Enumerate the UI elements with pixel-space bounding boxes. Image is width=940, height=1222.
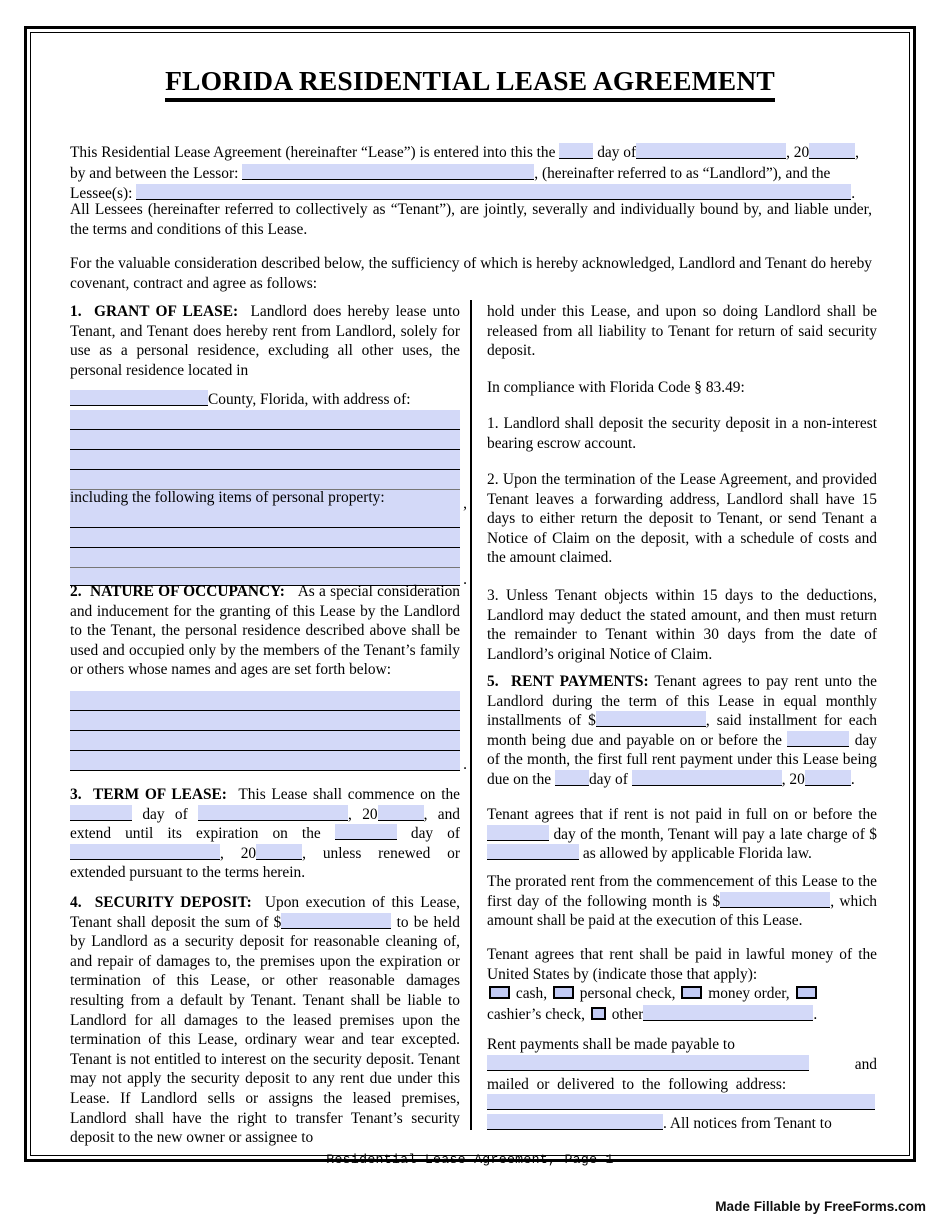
florida-code-item-3: 3. Unless Tenant objects within 15 days to the deductions, Landlord may deduct the stated amount, and then must return the remainder to Tenant within 30 days from the date of Landlord’s original Notice of Claim. bbox=[487, 587, 877, 663]
property-line-1[interactable] bbox=[70, 508, 460, 528]
section-3-tail: , unless renewed or extended pursuant to the terms herein. bbox=[70, 844, 460, 882]
mailing-address-line-2-row bbox=[487, 1114, 877, 1134]
late-charge-paragraph bbox=[487, 805, 877, 864]
rent-payable-line bbox=[487, 1035, 877, 1055]
monthly-rent-amount-field[interactable] bbox=[596, 711, 706, 727]
page-title bbox=[60, 66, 880, 96]
section-4-number: 4. bbox=[70, 894, 82, 911]
intro-line1-dayof: day of bbox=[597, 144, 637, 161]
section-1-county-label: County, Florida, with address of: bbox=[208, 391, 411, 408]
payment-option-other-label: other bbox=[611, 1006, 644, 1023]
address-line-1[interactable] bbox=[70, 410, 460, 430]
intro-landlord-note: , (hereinafter referred to as “Landlord”), and the bbox=[534, 164, 831, 182]
occupant-line-2[interactable] bbox=[70, 711, 460, 731]
florida-code-intro: In compliance with Florida Code § 83.49: bbox=[487, 379, 745, 396]
payment-option-cashiers-check-label: cashier’s check, bbox=[487, 1006, 585, 1023]
late-charge-tail: as allowed by applicable Florida law. bbox=[582, 845, 812, 863]
florida-code-item-1: 1. Landlord shall deposit the security deposit in a non-interest bearing escrow account. bbox=[487, 415, 877, 452]
first-payment-day-field[interactable] bbox=[555, 770, 589, 786]
section-5-number: 5. bbox=[487, 673, 499, 690]
section-5-period: . bbox=[850, 770, 855, 788]
property-trailing-period: . bbox=[463, 570, 467, 588]
section-5-dayof: day of bbox=[588, 770, 628, 788]
prorated-rent-tail: , which amount shall be paid at the execution of this Lease. bbox=[487, 892, 877, 930]
checkbox-other[interactable] bbox=[591, 1007, 606, 1020]
column-divider bbox=[470, 300, 472, 1130]
first-payment-year-field[interactable] bbox=[805, 770, 851, 786]
address-line-3[interactable] bbox=[70, 450, 460, 470]
section-2-heading: NATURE OF OCCUPANCY: bbox=[90, 583, 285, 600]
mailing-address-field-2[interactable] bbox=[487, 1114, 663, 1130]
section-1-heading: GRANT OF LEASE: bbox=[93, 303, 239, 320]
checkbox-cash[interactable] bbox=[489, 986, 510, 999]
intro-lessor-label: by and between the Lessor: bbox=[70, 164, 239, 182]
security-deposit-amount-field[interactable] bbox=[281, 913, 391, 929]
prorated-rent-paragraph bbox=[487, 872, 877, 931]
section-3-number: 3. bbox=[70, 786, 82, 803]
consideration-paragraph: For the valuable consideration described below, the sufficiency of which is hereby acknowledged, Landlord and Tenant do hereby covenant, contract and agree as follows: bbox=[70, 255, 872, 292]
late-charge-day-field[interactable] bbox=[487, 825, 549, 841]
payment-other-field[interactable] bbox=[643, 1005, 813, 1021]
term-end-year-field[interactable] bbox=[256, 844, 302, 860]
section-5-due-label: , said installment for each month being due and payable on or before the bbox=[487, 712, 877, 749]
term-end-day-field[interactable] bbox=[335, 824, 397, 840]
late-charge-mid: day of the month, Tenant will pay a late charge of $ bbox=[553, 825, 877, 843]
rent-payable-and-row: and bbox=[854, 1056, 877, 1073]
section-3-extend-label: , and extend until its expiration on the bbox=[70, 805, 460, 843]
occupant-trailing-period: . bbox=[463, 755, 467, 773]
notices-tail: . All notices from Tenant to bbox=[663, 1115, 832, 1132]
address-line-4[interactable] bbox=[70, 470, 460, 490]
payment-other-trailing-period: . bbox=[813, 1006, 818, 1023]
section-5-year-label: , 20 bbox=[781, 770, 805, 788]
rent-due-day-field[interactable] bbox=[787, 731, 849, 747]
property-line-2[interactable] bbox=[70, 528, 460, 548]
payment-option-personal-check-label: personal check, bbox=[579, 985, 676, 1002]
section-4-heading: SECURITY DEPOSIT: bbox=[94, 894, 252, 911]
section-4-deposit-label: Upon execution of this Lease, Tenant shall deposit the sum of $ bbox=[70, 894, 460, 931]
lessor-name-field[interactable] bbox=[242, 164, 534, 180]
intro-year-field[interactable] bbox=[809, 143, 855, 159]
all-lessees-paragraph: All Lessees (hereinafter referred to collectively as “Tenant”), are jointly, severally and individually bound by, and liable under, the terms and conditions of this Lease. bbox=[70, 201, 872, 238]
occupant-line-4[interactable] bbox=[70, 751, 467, 773]
intro-line1-prefix: This Residential Lease Agreement (hereinafter “Lease”) is entered into this the bbox=[70, 144, 556, 161]
payment-option-money-order-label: money order, bbox=[708, 985, 790, 1002]
term-start-month-field[interactable] bbox=[198, 805, 348, 821]
payment-methods-block bbox=[487, 945, 877, 984]
section-3-term-of-lease bbox=[70, 785, 460, 883]
rent-payable-label: Rent payments shall be made payable to bbox=[487, 1036, 735, 1053]
late-charge-intro: Tenant agrees that if rent is not paid in full on or before the bbox=[487, 806, 877, 823]
intro-month-field[interactable] bbox=[636, 143, 786, 159]
section-3-dayof-2: day of bbox=[410, 825, 460, 843]
section-3-commence-label: This Lease shall commence on the bbox=[238, 786, 460, 803]
property-line-3[interactable] bbox=[70, 548, 460, 568]
personal-property-lines bbox=[70, 508, 467, 588]
section-4-body: to be held by Landlord as a security deposit for reasonable cleaning of, and repair of damages to, the premises upon the expiration or termination of this Lease, or other reasonable damages resulting from a default by Tenant. Tenant shall be liable to Landlord for all damages to the leased premises upon the termination of this Lease, ordinary wear and tear excepted. Tenant is not entitled to interest on the security deposit. Tenant may not apply the security deposit to any rent due under this Lease. If Landlord sells or assigns the leased premises, Landlord shall have the right to transfer Tenant’s security deposit to the new owner or assignee to bbox=[70, 913, 460, 1147]
page-title-text: FLORIDA RESIDENTIAL LEASE AGREEMENT bbox=[165, 65, 775, 102]
first-payment-month-field[interactable] bbox=[632, 770, 782, 786]
section-2-body: As a special consideration and inducement for the granting of this Lease by the Landlord to the Tenant, the personal residence described above shall be used and occupied only by the members of the Tenant’s family or others whose names and ages are set forth below: bbox=[70, 583, 461, 679]
occupant-line-3[interactable] bbox=[70, 731, 460, 751]
mailing-address-line-1-row bbox=[487, 1094, 877, 1114]
florida-code-item-2: 2. Upon the termination of the Lease Agreement, and provided Tenant leaves a forwarding address, Landlord shall have 15 days to either return the deposit to Tenant, or send Tenant a Notice of Claim on the deposit, with a schedule of costs and the amount claimed. bbox=[487, 471, 877, 567]
section-4-continuation: hold under this Lease, and upon so doing Landlord shall be released from all liability to Tenant for return of said security deposit. bbox=[487, 303, 877, 360]
section-1-county-line bbox=[70, 390, 460, 410]
intro-day-field[interactable] bbox=[559, 143, 593, 159]
prorated-rent-intro: The prorated rent from the commencement of this Lease to the first day of the following month is $ bbox=[487, 873, 877, 910]
intro-line1-comma: , bbox=[855, 144, 860, 161]
term-start-day-field[interactable] bbox=[70, 805, 132, 821]
payment-methods-intro: Tenant agrees that rent shall be paid in lawful money of the United States by (indicate those that apply): bbox=[487, 946, 877, 983]
page-footer: Residential Lease Agreement, Page 1 bbox=[326, 1152, 614, 1167]
section-5-rent-payments bbox=[487, 672, 877, 790]
checkbox-money-order[interactable] bbox=[681, 986, 702, 999]
section-2-nature-of-occupancy bbox=[70, 582, 460, 680]
occupant-line-1[interactable] bbox=[70, 691, 460, 711]
section-1-grant-of-lease bbox=[70, 302, 460, 380]
section-1-body: Landlord does hereby lease unto Tenant, and Tenant does hereby rent from Landlord, solely for use as a personal residence, excluding all other uses, the personal residence located in bbox=[70, 303, 460, 379]
term-start-year-field[interactable] bbox=[378, 805, 424, 821]
late-charge-amount-field[interactable] bbox=[487, 844, 579, 860]
section-3-year-label-2: , 20 bbox=[220, 844, 257, 862]
section-1-number: 1. bbox=[70, 303, 82, 320]
section-3-heading: TERM OF LEASE: bbox=[92, 786, 227, 803]
address-trailing-comma: , bbox=[463, 494, 467, 512]
checkbox-personal-check[interactable] bbox=[553, 986, 574, 999]
prorated-rent-amount-field[interactable] bbox=[720, 892, 830, 908]
section-5-installment-label: Tenant agrees to pay rent unto the Landlord during the term of this Lease in equal monthly installments of $ bbox=[487, 673, 877, 730]
section-2-number: 2. bbox=[70, 583, 82, 600]
section-3-year-label-1: , 20 bbox=[348, 805, 378, 823]
term-end-month-field[interactable] bbox=[70, 844, 220, 860]
freeforms-watermark: Made Fillable by FreeForms.com bbox=[715, 1199, 926, 1214]
occupant-names-lines bbox=[70, 691, 467, 773]
section-5-first-payment-label: day of the month, the first full rent payment under this Lease being due on the bbox=[487, 731, 877, 788]
address-line-2[interactable] bbox=[70, 430, 460, 450]
intro-lessee-label: Lessee(s): bbox=[70, 185, 133, 202]
intro-paragraph bbox=[70, 143, 872, 205]
section-1-personal-property-label: including the following items of personal property: bbox=[70, 489, 385, 506]
mailing-address-label: mailed or delivered to the following address: bbox=[487, 1076, 787, 1093]
payment-option-cash-label: cash, bbox=[515, 985, 548, 1002]
county-field[interactable] bbox=[70, 390, 208, 406]
section-3-dayof-1: day of bbox=[142, 805, 188, 823]
payment-methods-options bbox=[487, 983, 877, 1025]
mailing-address-field-1[interactable] bbox=[487, 1094, 875, 1110]
section-5-heading: RENT PAYMENTS: bbox=[510, 673, 649, 690]
section-4-security-deposit bbox=[70, 893, 460, 1148]
lessee-names-field[interactable] bbox=[136, 184, 851, 200]
checkbox-cashiers-check[interactable] bbox=[796, 986, 817, 999]
intro-lessee-period: . bbox=[851, 185, 856, 202]
intro-line1-year-label: , 20 bbox=[786, 144, 810, 161]
